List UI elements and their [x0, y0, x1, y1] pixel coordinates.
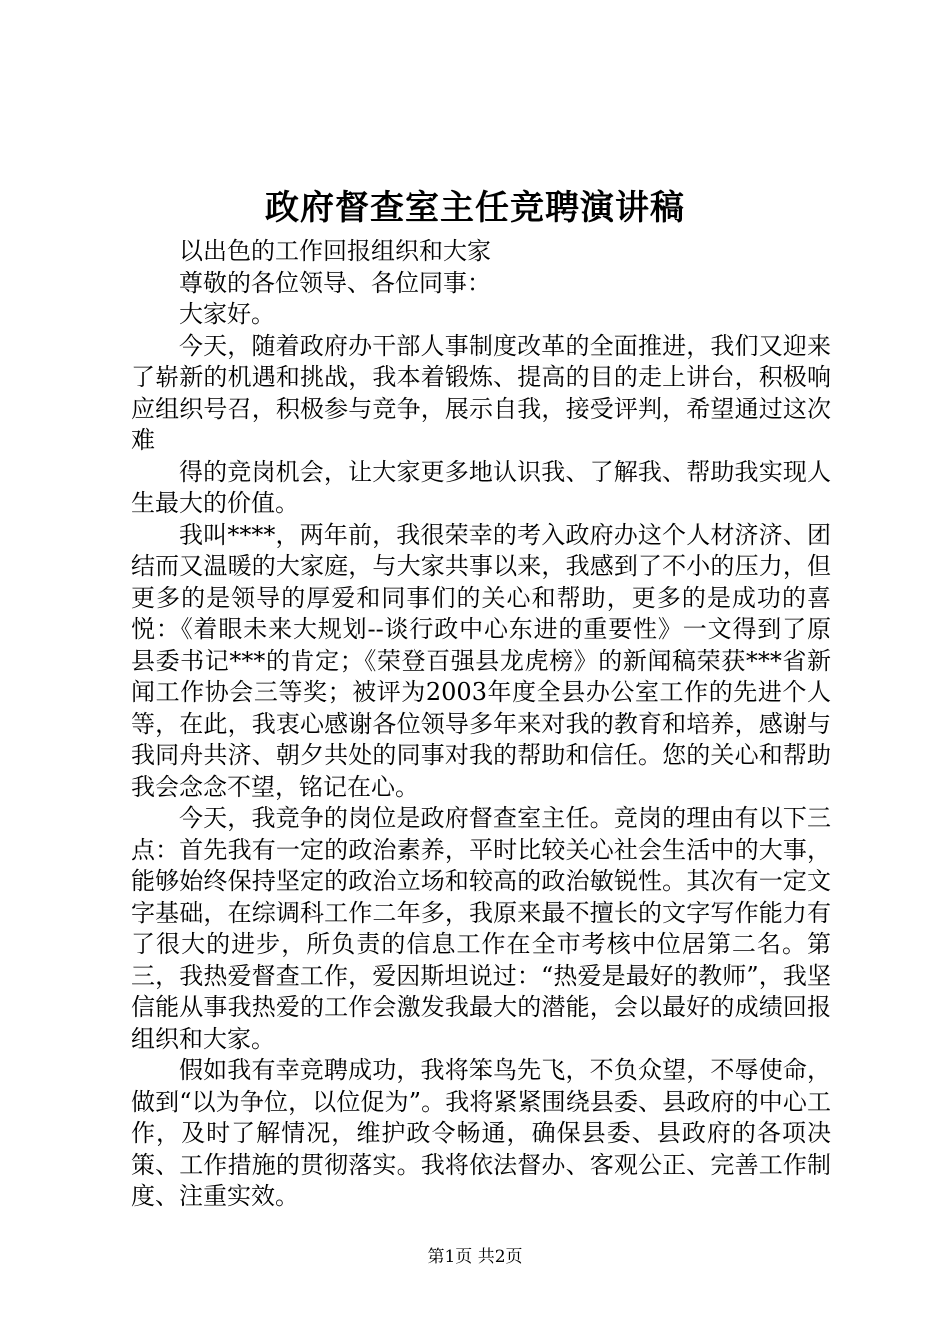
page-number-footer: 第1页 共2页	[427, 1247, 523, 1267]
paragraph-reasons: 今天，我竞争的岗位是政府督查室主任。竞岗的理由有以下三点：首先我有一定的政治素养，平时比较关心社会生活中的大事，能够始终保持坚定的政治立场和较高的政治敏锐性。其次有一定文字基础，在综调科工作二年多，我原来最不擅长的文字写作能力有了很大的进步，所负责的信息工作在全市考核中位居第二名。第三，我热爱督查工作，爱因斯坦说过：“热爱是最好的教师”，我坚信能从事我热爱的工作会激发我最大的潜能，会以最好的成绩回报组织和大家。	[131, 804, 831, 1053]
paragraph-intro: 今天，随着政府办干部人事制度改革的全面推进，我们又迎来了崭新的机遇和挑战，我本着锻炼、提高的目的走上讲台，积极响应组织号召，积极参与竞争，展示自我，接受评判，希望通过这次难	[131, 331, 831, 454]
paragraph-plans: 假如我有幸竞聘成功，我将笨鸟先飞，不负众望，不辱使命，做到“以为争位，以位促为”。我将紧紧围绕县委、县政府的中心工作，及时了解情况，维护政令畅通，确保县委、县政府的各项决策、工作措施的贯彻落实。我将依法督办、客观公正、完善工作制度、注重实效。	[131, 1056, 831, 1210]
paragraph-intro-continued: 得的竞岗机会，让大家更多地认识我、了解我、帮助我实现人生最大的价值。	[131, 457, 831, 517]
paragraph-subtitle: 以出色的工作回报组织和大家	[179, 237, 491, 265]
document-body	[131, 236, 831, 1213]
paragraph-background: 我叫****，两年前，我很荣幸的考入政府办这个人材济济、团结而又温暖的大家庭，与大家共事以来，我感到了不小的压力，但更多的是领导的厚爱和同事们的关心和帮助，更多的是成功的喜悦：《着眼未来大规划--谈行政中心东进的重要性》一文得到了原县委书记***的肯定；《荣登百强县龙虎榜》的新闻稿荣获***省新闻工作协会三等奖；被评为2003年度全县办公室工作的先进个人等，在此，我衷心感谢各位领导多年来对我的教育和培养，感谢与我同舟共济、朝夕共处的同事对我的帮助和信任。您的关心和帮助我会念念不望，铭记在心。	[131, 520, 831, 801]
paragraph-greeting: 大家好。	[179, 300, 275, 328]
paragraph-salutation: 尊敬的各位领导、各位同事：	[179, 268, 491, 297]
document-title: 政府督查室主任竞聘演讲稿	[265, 188, 685, 228]
